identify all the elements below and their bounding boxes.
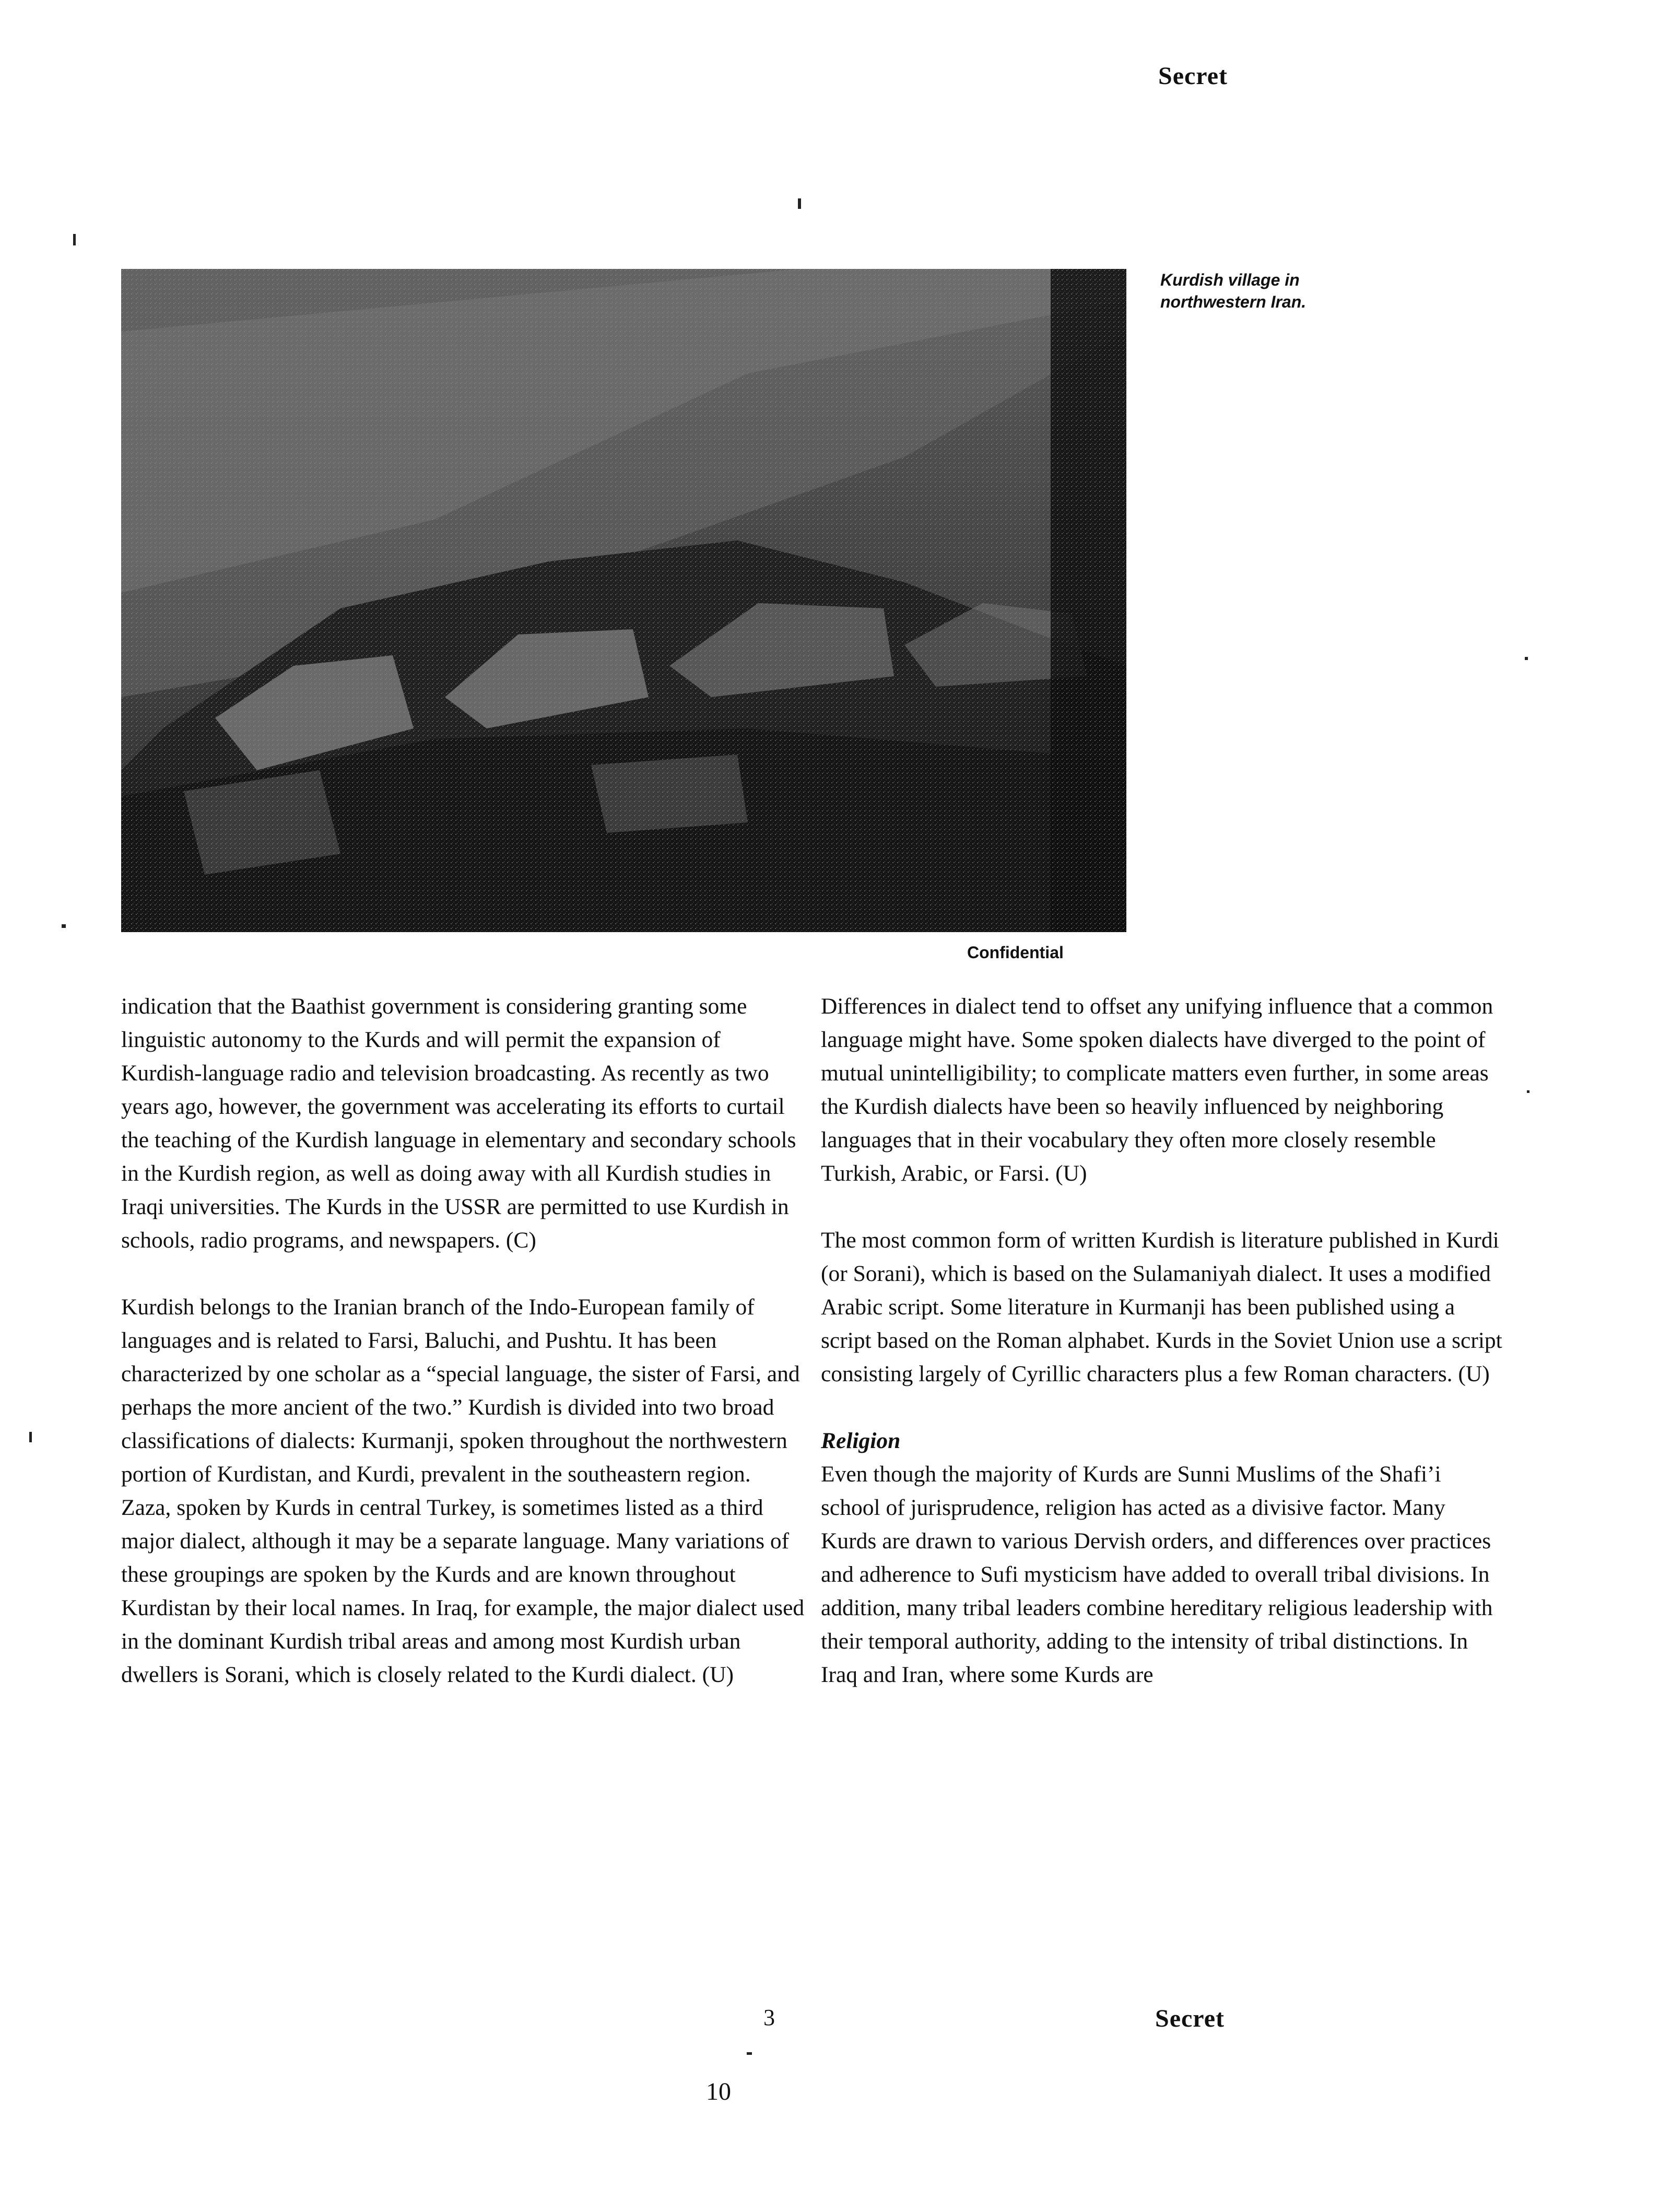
right-column [821,990,1505,1725]
village-photo [121,269,1126,932]
footer-classification-marking: Secret [1155,2005,1225,2032]
scan-speck [798,198,801,209]
sheet-number: 10 [706,2078,731,2105]
scan-speck [1525,657,1528,660]
scan-speck [29,1432,32,1442]
scan-speck [73,234,76,245]
scan-speck [747,2052,752,2055]
paragraph-language-policy: indication that the Baathist government is considering granting some linguistic autonomy to the Kurds and will permit the expansion of Kurdish-language radio and television broadcasting. As recently as two years ago, however, the government was accelerating its efforts to curtail the teaching of the Kurdish language in elementary and secondary schools in the Kurdish region, as well as doing away with all Kurdish studies in Iraqi universities. The Kurds in the USSR are permitted to use Kurdish in schools, radio programs, and newspapers. (C) [121,994,796,1253]
scan-speck [62,924,66,928]
page-number: 3 [763,2005,775,2030]
section-heading-religion: Religion [821,1428,901,1453]
paragraph-dialect-differences: Differences in dialect tend to offset any unifying influence that a common language might have. Some spoken dialects have diverged to the point of mutual unintelligibility; to complicate matters even further, in some areas the Kurdish dialects have been so heavily influenced by neighboring languages that in their vocabulary they often more closely resemble Turkish, Arabic, or Farsi. (U) [821,994,1493,1186]
paragraph-religion: Even though the majority of Kurds are Sunni Muslims of the Shafi’i school of jurisprudence, religion has acted as a divisive factor. Many Kurds are drawn to various Dervish orders, and differences over practices and adherence to Sufi mysticism have added to overall tribal divisions. In addition, many tribal leaders combine hereditary religious leadership with their temporal authority, adding to the intensity of tribal distinctions. In Iraq and Iran, where some Kurds are [821,1462,1493,1687]
photo-caption: Kurdish village in northwestern Iran. [1160,270,1307,311]
photo-classification-marking: Confidential [967,943,1064,962]
left-column [121,990,805,1725]
village-photo-illustration [121,269,1126,932]
scan-speck [1527,1090,1529,1093]
header-classification-marking: Secret [1158,62,1228,90]
paragraph-kurdish-dialects: Kurdish belongs to the Iranian branch of the Indo-European family of languages and is related to Farsi, Baluchi, and Pushtu. It has been characterized by one scholar as a “special language, the sister of Farsi, and perhaps the more ancient of the two.” Kurdish is divided into two broad classifications of dialects: Kurmanji, spoken throughout the northwestern portion of Kurdistan, and Kurdi, prevalent in the southeastern region. Zaza, spoken by Kurds in central Turkey, is sometimes listed as a third major dialect, although it may be a separate language. Many variations of these groupings are spoken by the Kurds and are known throughout Kurdistan by their local names. In Iraq, for example, the major dialect used in the dominant Kurdish tribal areas and among most Kurdish urban dwellers is Sorani, which is closely related to the Kurdi dialect. (U) [121,1295,805,1687]
paragraph-written-kurdish: The most common form of written Kurdish is literature published in Kurdi (or Sorani), which is based on the Sulamaniyah dialect. It uses a modified Arabic script. Some literature in Kurmanji has been published using a script based on the Roman alphabet. Kurds in the Soviet Union use a script consisting largely of Cyrillic characters plus a few Roman characters. (U) [821,1228,1502,1386]
